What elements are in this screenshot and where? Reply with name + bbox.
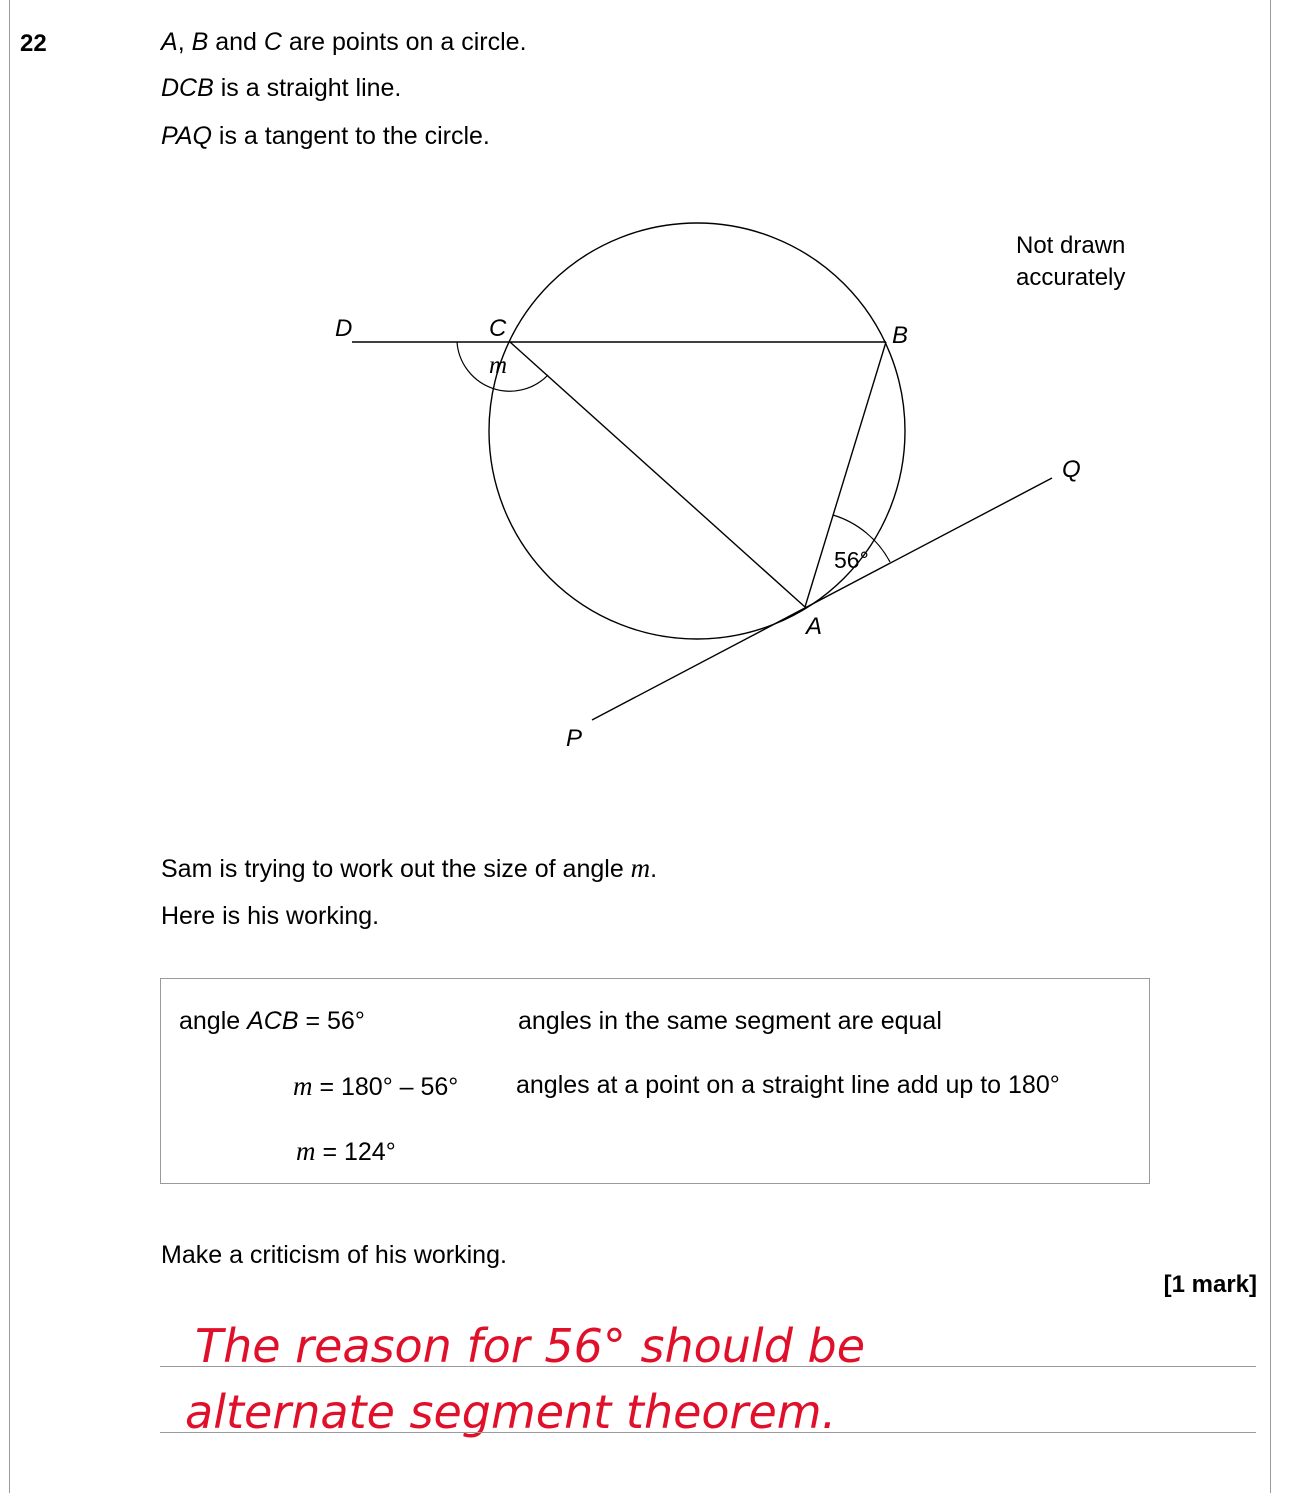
task-instruction: Make a criticism of his working. [161, 1241, 507, 1269]
label-p: P [566, 725, 583, 752]
question-number: 22 [20, 30, 47, 57]
answer-rule-2[interactable] [160, 1432, 1256, 1433]
tangent-paq [592, 478, 1052, 720]
working-row2-left: m = 180° – 56° [293, 1071, 459, 1101]
answer-rule-1[interactable] [160, 1366, 1256, 1367]
label-angle-m: m [489, 352, 508, 379]
note-line-2: accurately [1016, 264, 1126, 291]
answer-line-1: The reason for 56° should be [195, 1319, 866, 1373]
circle [489, 223, 905, 639]
label-a: A [806, 613, 823, 640]
answer-line-2: alternate segment theorem. [185, 1385, 837, 1439]
statement-3: PAQ is a tangent to the circle. [161, 122, 490, 150]
working-row3: m = 124° [296, 1136, 396, 1166]
label-c: C [489, 315, 507, 342]
prompt-line-1: Sam is trying to work out the size of angle m. [161, 853, 658, 883]
working-box [160, 978, 1150, 1184]
handwritten-answer [0, 1290, 1293, 1490]
label-b: B [892, 322, 909, 349]
working-row2-reason: angles at a point on a straight line add up to 180° [516, 1071, 1060, 1099]
marks-label: [1 mark] [1163, 1271, 1257, 1298]
chord-ca [510, 342, 805, 607]
label-angle-56: 56° [834, 547, 869, 573]
statement-2: DCB is a straight line. [161, 74, 402, 102]
working-row1-reason: angles in the same segment are equal [518, 1007, 942, 1035]
label-d: D [335, 315, 353, 342]
working-row1-left: angle ACB = 56° [179, 1007, 365, 1035]
note-line-1: Not drawn [1016, 232, 1126, 259]
label-q: Q [1062, 456, 1081, 483]
prompt-line-2: Here is his working. [161, 902, 380, 930]
statement-1: A, B and C are points on a circle. [161, 28, 527, 56]
